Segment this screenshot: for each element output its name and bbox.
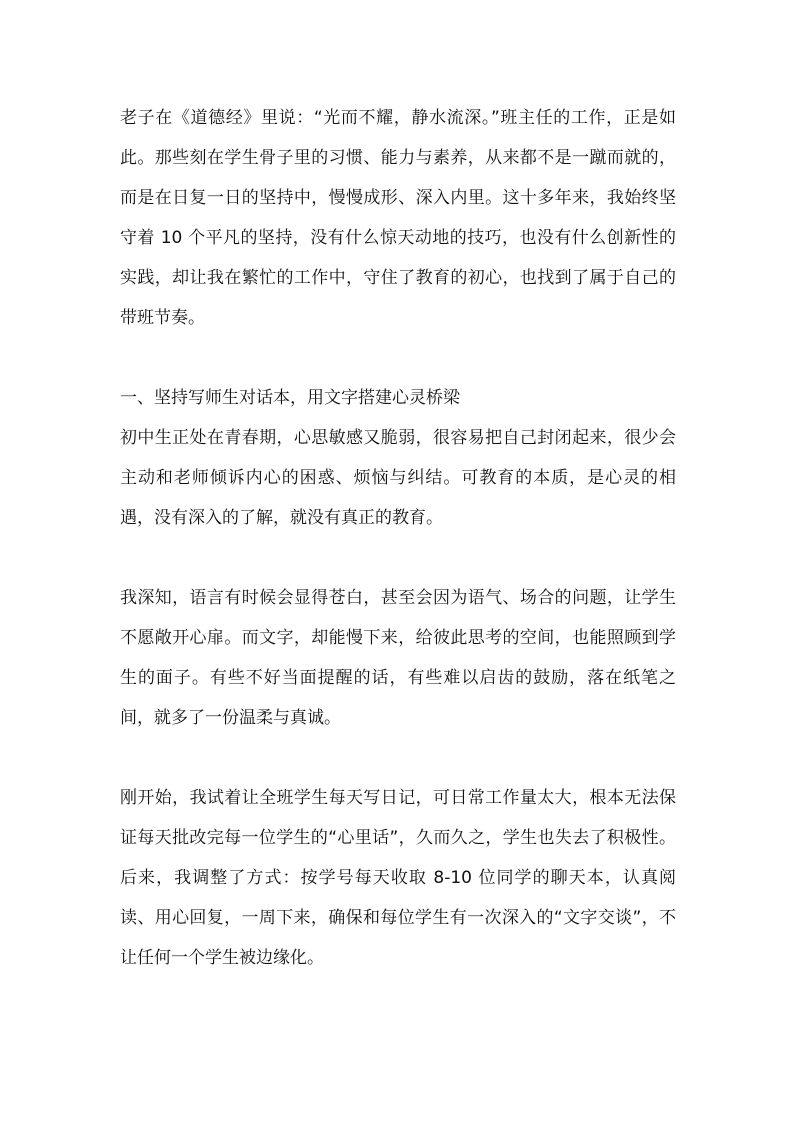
intro-paragraph: 老子在《道德经》里说：“光而不耀，静水流深。”班主任的工作，正是如此。那些刻在学生骨子里的习惯、能力与素养，从来都不是一蹴而就的，而是在日复一日的坚持中，慢慢成形、深入内里。这十多年来，我始终坚守着 10 个平凡的坚持，没有什么惊天动地的技巧，也没有什么创新性的实践，却让我在繁忙的工作中，守住了教育的初心，也找到了属于自己的带班节奏。 (120, 108, 676, 328)
body-paragraph: 我深知，语言有时候会显得苍白，甚至会因为语气、场合的问题，让学生不愿敞开心扉。而文字，却能慢下来，给彼此思考的空间，也能照顾到学生的面子。有些不好当面提醒的话，有些难以启齿的鼓励，落在纸笔之间，就多了一份温柔与真诚。 (120, 588, 676, 728)
section-heading: 一、坚持写师生对话本，用文字搭建心灵桥梁 (120, 388, 460, 408)
paragraph-spacer (120, 338, 676, 378)
paragraph-spacer (120, 538, 676, 578)
body-paragraph: 初中生正处在青春期，心思敏感又脆弱，很容易把自己封闭起来，很少会主动和老师倾诉内心的困惑、烦恼与纠结。可教育的本质，是心灵的相遇，没有深入的了解，就没有真正的教育。 (120, 428, 676, 528)
document-body (120, 98, 676, 978)
paragraph-spacer (120, 738, 676, 778)
body-paragraph: 刚开始，我试着让全班学生每天写日记，可日常工作量太大，根本无法保证每天批改完每一位学生的“心里话”，久而久之，学生也失去了积极性。后来，我调整了方式：按学号每天收取 8-10 位同学的聊天本，认真阅读、用心回复，一周下来，确保和每位学生有一次深入的“文字交谈”，不让任何一个学生被边缘化。 (120, 788, 676, 968)
